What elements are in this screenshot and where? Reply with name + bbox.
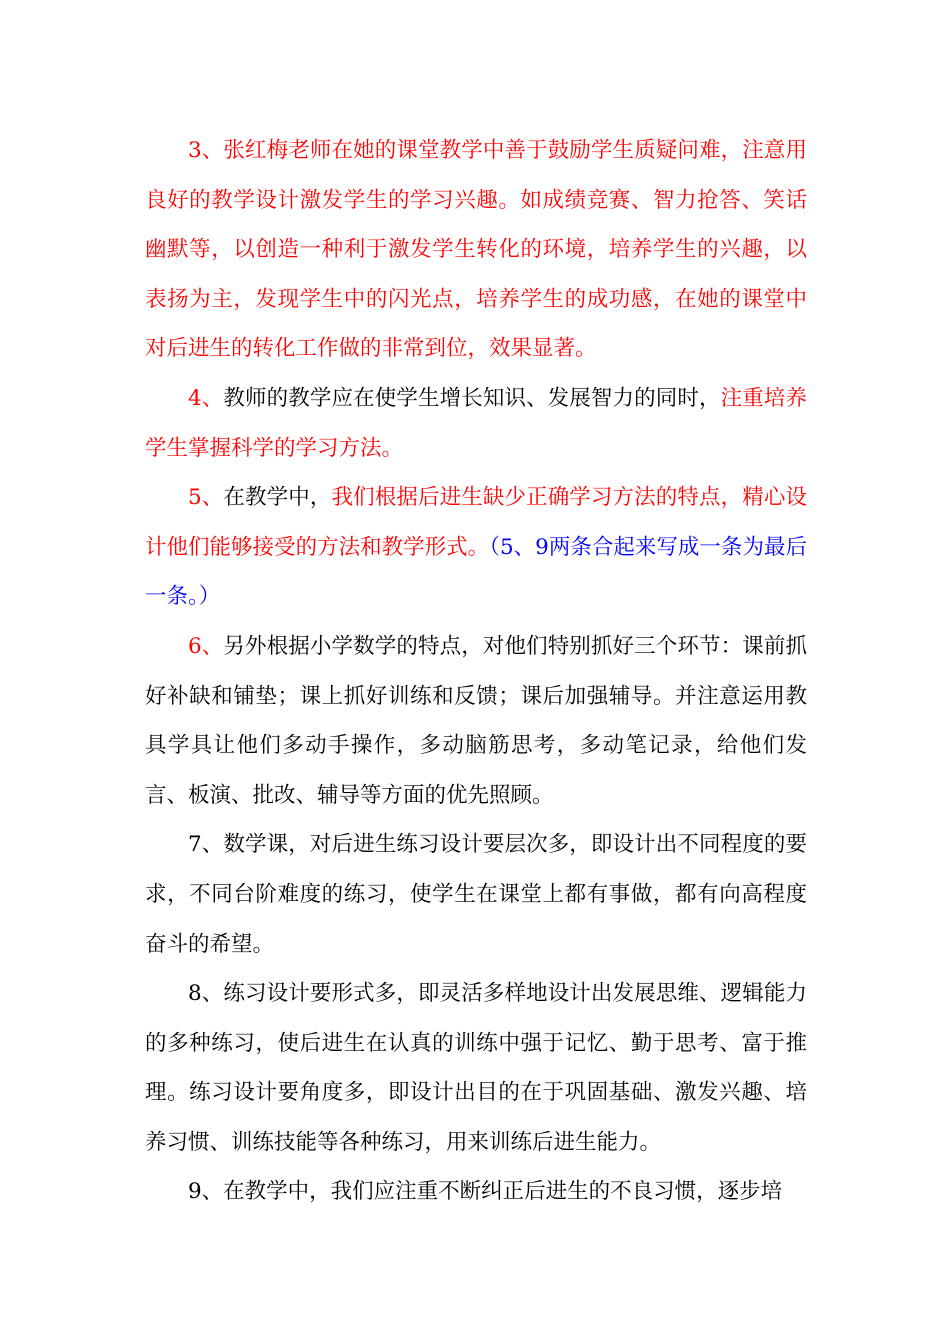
paragraph-7-text: 7、数学课，对后进生练习设计要层次多，即设计出不同程度的要求，不同台阶难度的练习，使学生在课堂上都有事做，都有向高程度奋斗的希望。 — [145, 832, 807, 957]
paragraph-6-number: 6、 — [188, 633, 224, 659]
paragraph-9 — [145, 1167, 807, 1217]
paragraph-6-text: 另外根据小学数学的特点，对他们特别抓好三个环节：课前抓好补缺和铺垫；课上抓好训练和反馈；课后加强辅导。并注意运用教具学具让他们多动手操作，多动脑筋思考，多动笔记录，给他们发言、板演、批改、辅导等方面的优先照顾。 — [145, 633, 807, 808]
paragraph-8 — [145, 969, 807, 1167]
paragraph-4-number: 4、 — [188, 385, 224, 411]
paragraph-4-text-black: 教师的教学应在使学生增长知识、发展智力的同时， — [223, 385, 721, 411]
paragraph-6 — [145, 622, 807, 820]
paragraph-4-text-red: 注重培养学生掌握科学的学习方法。 — [145, 385, 807, 461]
paragraph-8-text: 8、练习设计要形式多，即灵活多样地设计出发展思维、逻辑能力的多种练习，使后进生在认真的训练中强于记忆、勤于思考、富于推理。练习设计要角度多，即设计出目的在于巩固基础、激发兴趣、培养习惯、训练技能等各种练习，用来训练后进生能力。 — [145, 981, 807, 1155]
paragraph-3 — [145, 126, 807, 374]
paragraph-5-text-red: 我们根据后进生缺少正确学习方法的特点，精心设计他们能够接受的方法和教学形式。 — [145, 485, 807, 560]
paragraph-9-text: 9、在教学中，我们应注重不断纠正后进生的不良习惯，逐步培 — [188, 1179, 783, 1205]
paragraph-5-editor-note: （5、9两条合起来写成一条为最后一条。） — [145, 534, 807, 610]
paragraph-4 — [145, 374, 807, 473]
paragraph-3-text: 张红梅老师在她的课堂教学中善于鼓励学生质疑问难，注意用良好的教学设计激发学生的学习兴趣。如成绩竞赛、智力抢答、笑话幽默等，以创造一种利于激发学生转化的环境，培养学生的兴趣，以表扬为主，发现学生中的闪光点，培养学生的成功感，在她的课堂中对后进生的转化工作做的非常到位，效果显著。 — [145, 138, 807, 362]
paragraph-5-text-black: 在教学中， — [223, 485, 332, 511]
paragraph-5-number: 5、 — [188, 485, 224, 511]
paragraph-7 — [145, 820, 807, 969]
paragraph-5 — [145, 473, 807, 622]
document-body — [145, 126, 807, 1217]
paragraph-3-number: 3、 — [188, 138, 224, 163]
